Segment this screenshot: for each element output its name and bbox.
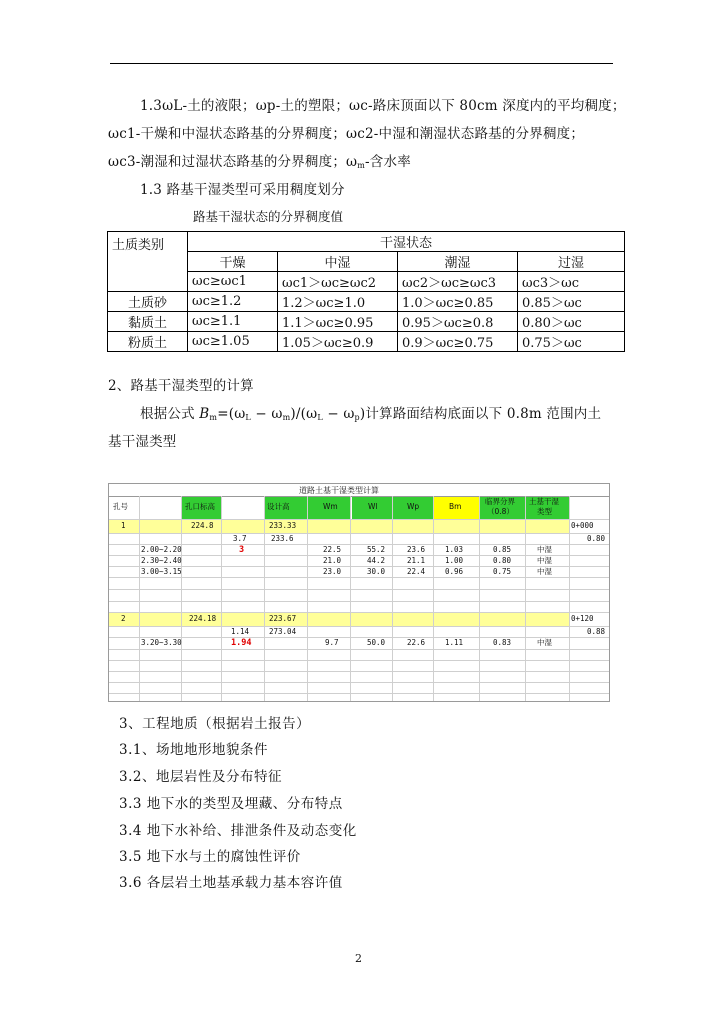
sheet-title: 道路土基干湿类型计算	[299, 486, 379, 495]
col-header-design: 设计高	[267, 502, 290, 511]
col-header-critical2: （0.8）	[487, 507, 514, 516]
grid-line	[109, 601, 609, 602]
g1-row1-crit: 0.85	[493, 545, 512, 554]
g1-row2-type: 中湿	[537, 556, 552, 565]
table-cell: 1.05＞ωc≥0.9	[278, 332, 398, 352]
col-header-bm: Bm	[449, 502, 462, 511]
soil-name: 黏质土	[108, 312, 188, 332]
section3-title: 3、工程地质（根据岩土报告）	[119, 716, 311, 732]
grid-line	[109, 671, 609, 672]
section2-formula-line: 根据公式 $B_m=(\omega_L - \omega_m)/(\omega_L - \omega_p)$计算路面结构底面以下 0.8m 范围内土	[140, 406, 602, 422]
group-band	[109, 520, 569, 533]
grid-line	[569, 496, 570, 702]
g1-row1-wp: 23.6	[407, 545, 426, 554]
paragraph-definitions-2: ωc1-干燥和中湿状态路基的分界稠度；ωc2-中湿和潮湿状态路基的分界稠度；	[108, 126, 585, 142]
g1-row3-type: 中湿	[537, 567, 552, 576]
g1-row1-type: 中湿	[537, 545, 552, 554]
grid-line	[479, 496, 480, 702]
grid-line	[109, 566, 609, 567]
table-cell: ωc≥1.2	[188, 292, 278, 312]
grid-line	[433, 496, 434, 702]
g1-row2-wp: 21.1	[407, 556, 426, 565]
table-row	[108, 292, 625, 312]
paragraph-definitions-3: ωc3-潮湿和过湿状态路基的分界稠度；$\omega_m-$含水率	[108, 154, 411, 170]
g1-row3-wl: 30.0	[367, 567, 386, 576]
grid-line	[109, 589, 609, 590]
section3-item: 3.5 地下水与土的腐蚀性评价	[119, 849, 301, 865]
g1-row1-wm: 22.5	[323, 545, 342, 554]
grid-line	[109, 637, 609, 638]
grid-line	[109, 533, 609, 534]
grid-line	[181, 496, 182, 702]
g1-row3-wp: 22.4	[407, 567, 426, 576]
g1-row3-crit: 0.75	[493, 567, 512, 576]
range-cell: ωc≥ωc1	[188, 272, 278, 292]
g2-row1-crit: 0.83	[493, 638, 512, 647]
g1-r2-d: 233.6	[271, 534, 294, 543]
table-row	[108, 312, 625, 332]
grid-line	[525, 496, 526, 702]
col-header-elev: 孔口标高	[185, 502, 215, 511]
g1-row2-wl: 44.2	[367, 556, 386, 565]
grid-line	[221, 496, 222, 702]
g2-station: 0+120	[571, 614, 594, 623]
table-cell: 0.85＞ωc	[518, 292, 625, 312]
g2-design: 223.67	[269, 614, 297, 623]
table-cell: 1.1＞ωc≥0.95	[278, 312, 398, 332]
g1-row2-depth: 2.30~2.40	[141, 556, 182, 565]
g1-row2-crit: 0.80	[493, 556, 512, 565]
state-medium: 中湿	[278, 252, 398, 272]
grid-line	[109, 626, 609, 627]
soil-name: 粉质土	[108, 332, 188, 352]
header-soil: 土质类别	[108, 232, 188, 292]
g1-red-value: 3	[239, 545, 245, 555]
section3-item: 3.3 地下水的类型及埋藏、分布特点	[119, 796, 343, 812]
g1-row1-depth: 2.00~2.20	[141, 545, 182, 554]
paragraph-definitions-1: 1.3ωL-土的液限；ωp-土的塑限；ωc-路床顶面以下 80cm 深度内的平均稠度；	[140, 98, 626, 114]
g1-station: 0+000	[571, 521, 594, 530]
grid-line	[139, 496, 140, 702]
g1-elev: 224.8	[191, 521, 214, 530]
g2-r2-d: 273.04	[269, 627, 297, 636]
g2-row1-wl: 50.0	[367, 638, 386, 647]
g2-hole: 2	[121, 614, 126, 623]
consistency-table	[107, 231, 625, 352]
state-wet: 潮湿	[398, 252, 518, 272]
section2-line2: 基干湿类型	[108, 434, 177, 450]
grid-line	[109, 660, 609, 661]
g1-row3-wm: 23.0	[323, 567, 342, 576]
g2-r2-c: 1.14	[231, 627, 250, 636]
section3-item: 3.6 各层岩土地基承载力基本容许值	[119, 875, 343, 891]
g2-red-value: 1.94	[231, 638, 252, 648]
col-header-critical: 临界分界	[485, 497, 515, 506]
grid-line	[392, 496, 393, 702]
grid-line	[109, 555, 609, 556]
g1-row1-wl: 55.2	[367, 545, 386, 554]
grid-line	[109, 612, 609, 613]
g2-row1-wp: 22.6	[407, 638, 426, 647]
col-header-type: 土基干湿	[529, 497, 559, 506]
g1-row3-bm: 0.96	[445, 567, 464, 576]
grid-line	[264, 496, 265, 702]
section3-item: 3.4 地下水补给、排泄条件及动态变化	[119, 823, 357, 839]
table-cell: 1.0＞ωc≥0.85	[398, 292, 518, 312]
paragraph-heading-1-3: 1.3 路基干湿类型可采用稠度划分	[140, 182, 345, 198]
g1-row2-wm: 21.0	[323, 556, 342, 565]
soil-name: 土质砂	[108, 292, 188, 312]
table-caption: 路基干湿状态的分界稠度值	[193, 209, 344, 224]
table-cell: 0.75＞ωc	[518, 332, 625, 352]
table-cell: 1.2＞ωc≥1.0	[278, 292, 398, 312]
range-cell: ωc3＞ωc	[518, 272, 625, 292]
grid-line	[109, 519, 609, 520]
table-cell: 0.95＞ωc≥0.8	[398, 312, 518, 332]
state-overwet: 过湿	[518, 252, 625, 272]
table-cell: ωc≥1.1	[188, 312, 278, 332]
page-number: 2	[355, 952, 362, 965]
grid-line	[109, 649, 609, 650]
table-cell: 0.9＞ωc≥0.75	[398, 332, 518, 352]
g2-row1-bm: 1.11	[445, 638, 464, 647]
g2-elev: 224.18	[189, 614, 217, 623]
header-rule	[110, 63, 613, 64]
grid-line	[109, 577, 609, 578]
section3-item: 3.2、地层岩性及分布特征	[119, 769, 282, 785]
g1-row2-bm: 1.00	[445, 556, 464, 565]
g2-row1-type: 中湿	[537, 638, 552, 647]
g1-design: 233.33	[269, 521, 297, 530]
g1-r2-side: 0.80	[587, 534, 606, 543]
spreadsheet-figure	[108, 483, 610, 702]
col-header-type2: 类型	[537, 507, 552, 516]
g2-row1-depth: 3.20~3.30	[141, 638, 182, 647]
table-row	[108, 332, 625, 352]
g2-row1-wm: 9.7	[325, 638, 339, 647]
g1-r2-c: 3.7	[233, 534, 247, 543]
header-state: 干湿状态	[188, 232, 625, 252]
grid-line	[350, 496, 351, 702]
col-header-wp: Wp	[407, 502, 420, 511]
col-header-hole: 孔号	[113, 502, 128, 511]
g1-hole: 1	[121, 521, 126, 530]
grid-line	[307, 496, 308, 702]
col-header-wl: Wl	[368, 502, 378, 511]
group-band	[109, 613, 569, 626]
grid-line	[109, 693, 609, 694]
section2-title: 2、路基干湿类型的计算	[108, 378, 254, 394]
g1-row3-depth: 3.00~3.15	[141, 567, 182, 576]
table-cell: ωc≥1.05	[188, 332, 278, 352]
col-header-wm: Wm	[323, 502, 338, 511]
range-cell: ωc1＞ωc≥ωc2	[278, 272, 398, 292]
range-cell: ωc2＞ωc≥ωc3	[398, 272, 518, 292]
g1-row1-bm: 1.03	[445, 545, 464, 554]
table-cell: 0.80＞ωc	[518, 312, 625, 332]
section3-item: 3.1、场地地形地貌条件	[119, 742, 268, 758]
grid-line	[109, 544, 609, 545]
state-dry: 干燥	[188, 252, 278, 272]
g2-r2-side: 0.88	[587, 627, 606, 636]
grid-line	[109, 682, 609, 683]
